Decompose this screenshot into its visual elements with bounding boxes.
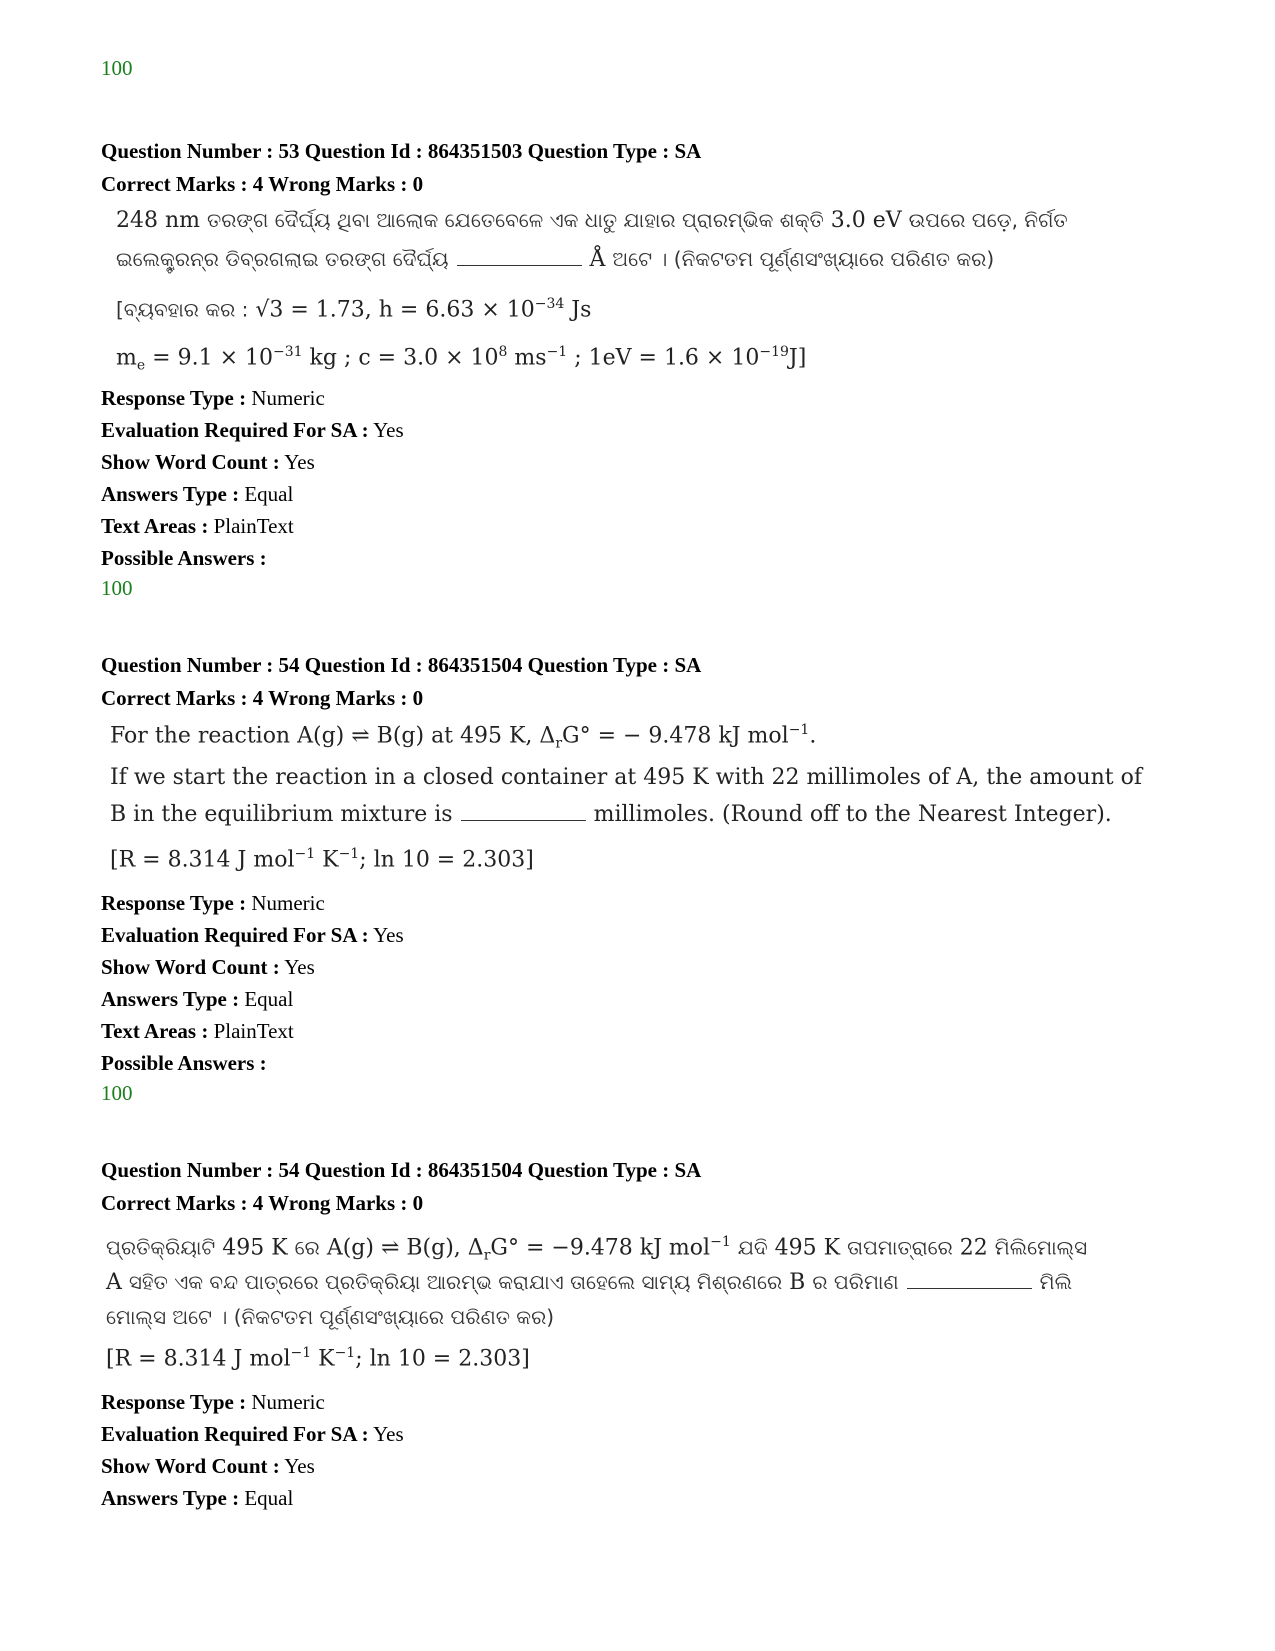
q54a-evaluation-required: Evaluation Required For SA : Yes: [101, 923, 404, 947]
q54a-possible-answers-label: Possible Answers :: [101, 1051, 267, 1075]
answer-blank: [907, 1286, 1032, 1289]
q54b-question-line-4: [R = 8.314 J mol$^{-1}$ $K^{-1}$; ln 10 = 2.303]: [106, 1345, 530, 1372]
q54a-answers-type: Answers Type : Equal: [101, 987, 294, 1011]
q54a-show-word-count: Show Word Count : Yes: [101, 955, 315, 979]
q53-question-line-4: $m_e = 9.1 \times 10^{-31}$ kg ; $c = 3.0 \times 10^8$ $ms^{-1}$ ; $1eV = 1.6 \times 10^{-19}J$]: [116, 344, 807, 374]
q54b-marks: Correct Marks : 4 Wrong Marks : 0: [101, 1191, 424, 1215]
q54a-marks: Correct Marks : 4 Wrong Marks : 0: [101, 686, 424, 710]
q54a-response-type: Response Type : Numeric: [101, 891, 325, 915]
q54a-question-line-1: For the reaction A(g) ⇌ B(g) at 495 K, $\Delta_rG^\circ$ = − 9.478 kJ mol$^{-1}$.: [110, 722, 817, 752]
answer-blank: [457, 263, 582, 266]
q53-evaluation-required: Evaluation Required For SA : Yes: [101, 418, 404, 442]
previous-possible-answer: 100: [101, 56, 133, 80]
q53-possible-answers-label: Possible Answers :: [101, 546, 267, 570]
q54b-response-type: Response Type : Numeric: [101, 1390, 325, 1414]
q53-response-type: Response Type : Numeric: [101, 386, 325, 410]
q54b-question-line-1: ପ୍ରତିକ୍ରିୟାଟି 495 K ରେ A(g) ⇌ B(g), $\Delta_rG^\circ = -9.478$ kJ mol$^{-1}$ ଯଦି 495 K ତାପମାତ୍ରାରେ 22 ମିଲିମୋଲ୍‌ସ: [106, 1234, 1088, 1264]
q53-marks: Correct Marks : 4 Wrong Marks : 0: [101, 172, 424, 196]
q53-question-line-2: ଇଲେକ୍ଟ୍ରନ୍‌ର ଡିବ୍ରଗଲାଇ ତରଙ୍ଗ ଦୈର୍ଘ୍ୟ Å ଅଟେ । (ନିକଟତମ ପୂର୍ଣ୍ଣସଂଖ୍ୟାରେ ପରିଣତ କର): [116, 247, 995, 272]
q54a-possible-answer: 100: [101, 1081, 133, 1105]
q54a-text-areas: Text Areas : PlainText: [101, 1019, 294, 1043]
q54a-question-line-2: If we start the reaction in a closed container at 495 K with 22 millimoles of A, the amount of: [110, 765, 1143, 790]
q53-text-areas: Text Areas : PlainText: [101, 514, 294, 538]
answer-blank: [461, 818, 586, 821]
q53-answers-type: Answers Type : Equal: [101, 482, 294, 506]
q54b-header: Question Number : 54 Question Id : 864351504 Question Type : SA: [101, 1158, 702, 1182]
q54a-question-line-4: [R = 8.314 J mol$^{-1}$ $K^{-1}$; ln 10 = 2.303]: [110, 846, 534, 873]
q54a-header: Question Number : 54 Question Id : 864351504 Question Type : SA: [101, 653, 702, 677]
q53-possible-answer: 100: [101, 576, 133, 600]
q54b-show-word-count: Show Word Count : Yes: [101, 1454, 315, 1478]
q53-question-line-1: 248 nm ତରଙ୍ଗ ଦୈର୍ଘ୍ୟ ଥିବା ଆଲୋକ ଯେତେବେଳେ ଏକ ଧାତୁ ଯାହାର ପ୍ରାରମ୍ଭିକ ଶକ୍ତି 3.0 eV ଉପରେ ପଡ଼େ, ନିର୍ଗତ: [116, 208, 1068, 233]
q53-question-line-3: [ବ୍ୟବହାର କର : √3 = 1.73, $h = 6.63 \times 10^{-34}$ Js: [116, 296, 592, 323]
q54b-question-line-3: ମୋଲ୍‌ସ ଅଟେ । (ନିକଟତମ ପୂର୍ଣ୍ଣସଂଖ୍ୟାରେ ପରିଣତ କର): [106, 1305, 555, 1329]
q54b-question-line-2: A ସହିତ ଏକ ବନ୍ଦ ପାତ୍ରରେ ପ୍ରତିକ୍ରିୟା ଆରମ୍ଭ କରାଯାଏ ତାହେଲେ ସାମ୍ୟ ମିଶ୍ରଣରେ B ର ପରିମାଣ ମିଲି: [106, 1270, 1072, 1295]
q54b-evaluation-required: Evaluation Required For SA : Yes: [101, 1422, 404, 1446]
q54a-question-line-3: B in the equilibrium mixture is millimoles. (Round off to the Nearest Integer).: [110, 802, 1112, 827]
q53-show-word-count: Show Word Count : Yes: [101, 450, 315, 474]
q54b-answers-type: Answers Type : Equal: [101, 1486, 294, 1510]
q53-header: Question Number : 53 Question Id : 864351503 Question Type : SA: [101, 139, 702, 163]
